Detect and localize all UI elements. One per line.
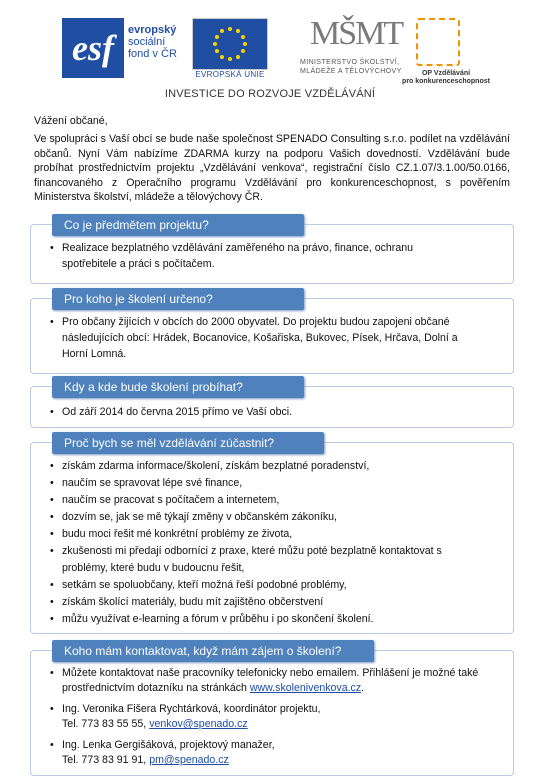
contact-person-2-name: Ing. Lenka Gergišáková, projektový manažer,: [62, 739, 275, 751]
msmt-mark: MŠMT: [310, 15, 403, 52]
opvk-line1: OP Vzdělávání: [421, 70, 471, 77]
investice-tagline: INVESTICE DO ROZVOJE VZDĚLÁVÁNÍ: [164, 88, 376, 100]
section-title-when: Kdy a kde bude školení probíhat?: [52, 376, 304, 398]
logo-bar: [0, 0, 540, 112]
website-link[interactable]: www.skolenivenkova.cz: [249, 682, 362, 694]
contact-person-1-email[interactable]: venkov@spenado.cz: [149, 718, 248, 730]
list-item: • budu moci řešit mé konkrétní problémy ze života,: [50, 526, 450, 543]
section-body-when: [50, 404, 470, 420]
list-item: • naučím se pracovat s počítačem a internetem,: [50, 492, 450, 509]
eu-label: EVROPSKÁ UNIE: [195, 70, 265, 79]
opvk-line2: pro konkurenceschopnost: [402, 78, 490, 85]
esf-mark: esf: [62, 18, 124, 78]
section-body-why: [50, 458, 450, 628]
intro: [34, 114, 510, 204]
section-body-subject: [50, 240, 470, 272]
contact-person-1: [50, 702, 480, 732]
section-title-contact: Koho mám kontaktovat, když mám zájem o školení?: [52, 640, 374, 662]
list-item: • Pro občany žijících v obcích do 2000 obyvatel. Do projektu budou zapojeni občané následujících obcí: Hrádek, Bocanovice, Košařiska, Bukovec, Písek, Hrčava, Dolní a Horní Lomná.: [50, 314, 470, 362]
contact-person-2: [50, 738, 480, 768]
greeting: Vážení občané,: [34, 115, 108, 127]
msmt-label: [300, 58, 410, 76]
list-item: • Realizace bezplatného vzdělávání zaměřeného na právo, finance, ochranu spotřebitele a práci s počítačem.: [50, 240, 470, 272]
contact-person-2-email[interactable]: pm@spenado.cz: [149, 754, 229, 766]
section-body-contact: [50, 666, 480, 774]
msmt-line1: MINISTERSTVO ŠKOLSTVÍ,: [300, 59, 400, 66]
contact-info-item: • Můžete kontaktovat naše pracovníky telefonicky nebo emailem. Přihlášení je možné také prostřednictvím dotazníku na stránkách www.skolenivenkova.cz.: [50, 666, 480, 696]
esf-line2: sociální: [128, 36, 166, 48]
msmt-line2: MLÁDEŽE A TĚLOVÝCHOVY: [300, 68, 402, 75]
msmt-logo: [300, 14, 403, 84]
section-body-audience: [50, 314, 470, 362]
intro-paragraph: Ve spolupráci s Vaší obcí se bude naše společnost SPENADO Consulting s.r.o. podílet na vzdělávání občanů. Nyní Vám nabízíme ZDARMA kurzy na podporu Vašich dovedností. Vzdělávání bude probíhat prostřednictvím projektu „Vzdělávání venkova“, registrační číslo CZ.1.07/3.1.00/50.0166, financovaného z Operačního programu Vzdělávání pro konkurenceschopnost, s pověřením Ministerstva školství, mládeže a tělovýchovy ČR.: [34, 133, 510, 204]
esf-line3: fond v ČR: [128, 48, 177, 60]
contact-info-text: Můžete kontaktovat naše pracovníky telefonicky nebo emailem. Přihlášení je možné také prostřednictvím dotazníku na stránkách: [62, 667, 479, 694]
esf-text: [128, 24, 177, 60]
eu-flag: [192, 18, 268, 70]
list-item: • získám školící materiály, budu mít zajištěno občerstvení: [50, 594, 450, 611]
contact-person-2-tel: Tel. 773 83 91 91,: [62, 754, 147, 766]
list-item: • naučím se spravovat lépe své finance,: [50, 475, 450, 492]
opvk-label: [396, 70, 496, 86]
section-title-subject: Co je předmětem projektu?: [52, 214, 304, 236]
list-item: • získám zdarma informace/školení, získám bezplatné poradenství,: [50, 458, 450, 475]
contact-person-1-name: Ing. Veronika Fišera Rychtárková, koordinátor projektu,: [62, 703, 321, 715]
list-item: • setkám se spoluobčany, kteří možná řeší podobné problémy,: [50, 577, 450, 594]
eu-stars-icon: [193, 19, 267, 69]
list-item: • zkušenosti mi předají odborníci z praxe, které můžu poté bezplatně kontaktovat s problémy, které budu v budoucnu řešit,: [50, 543, 450, 577]
list-item: • Od září 2014 do června 2015 přímo ve Vaší obci.: [50, 404, 470, 420]
esf-line1: evropský: [128, 24, 177, 36]
esf-logo: [62, 18, 180, 80]
list-item: • můžu využívat e-learning a fórum v průběhu i po skončení školení.: [50, 611, 450, 628]
section-title-audience: Pro koho je školení určeno?: [52, 288, 304, 310]
contact-person-1-tel: Tel. 773 83 55 55,: [62, 718, 147, 730]
opvk-logo: [396, 18, 496, 88]
list-item: • dozvím se, jak se mě týkají změny v občanském zákoníku,: [50, 509, 450, 526]
opvk-mark-icon: [416, 18, 460, 66]
section-title-why: Proč bych se měl vzdělávání zúčastnit?: [52, 432, 324, 454]
